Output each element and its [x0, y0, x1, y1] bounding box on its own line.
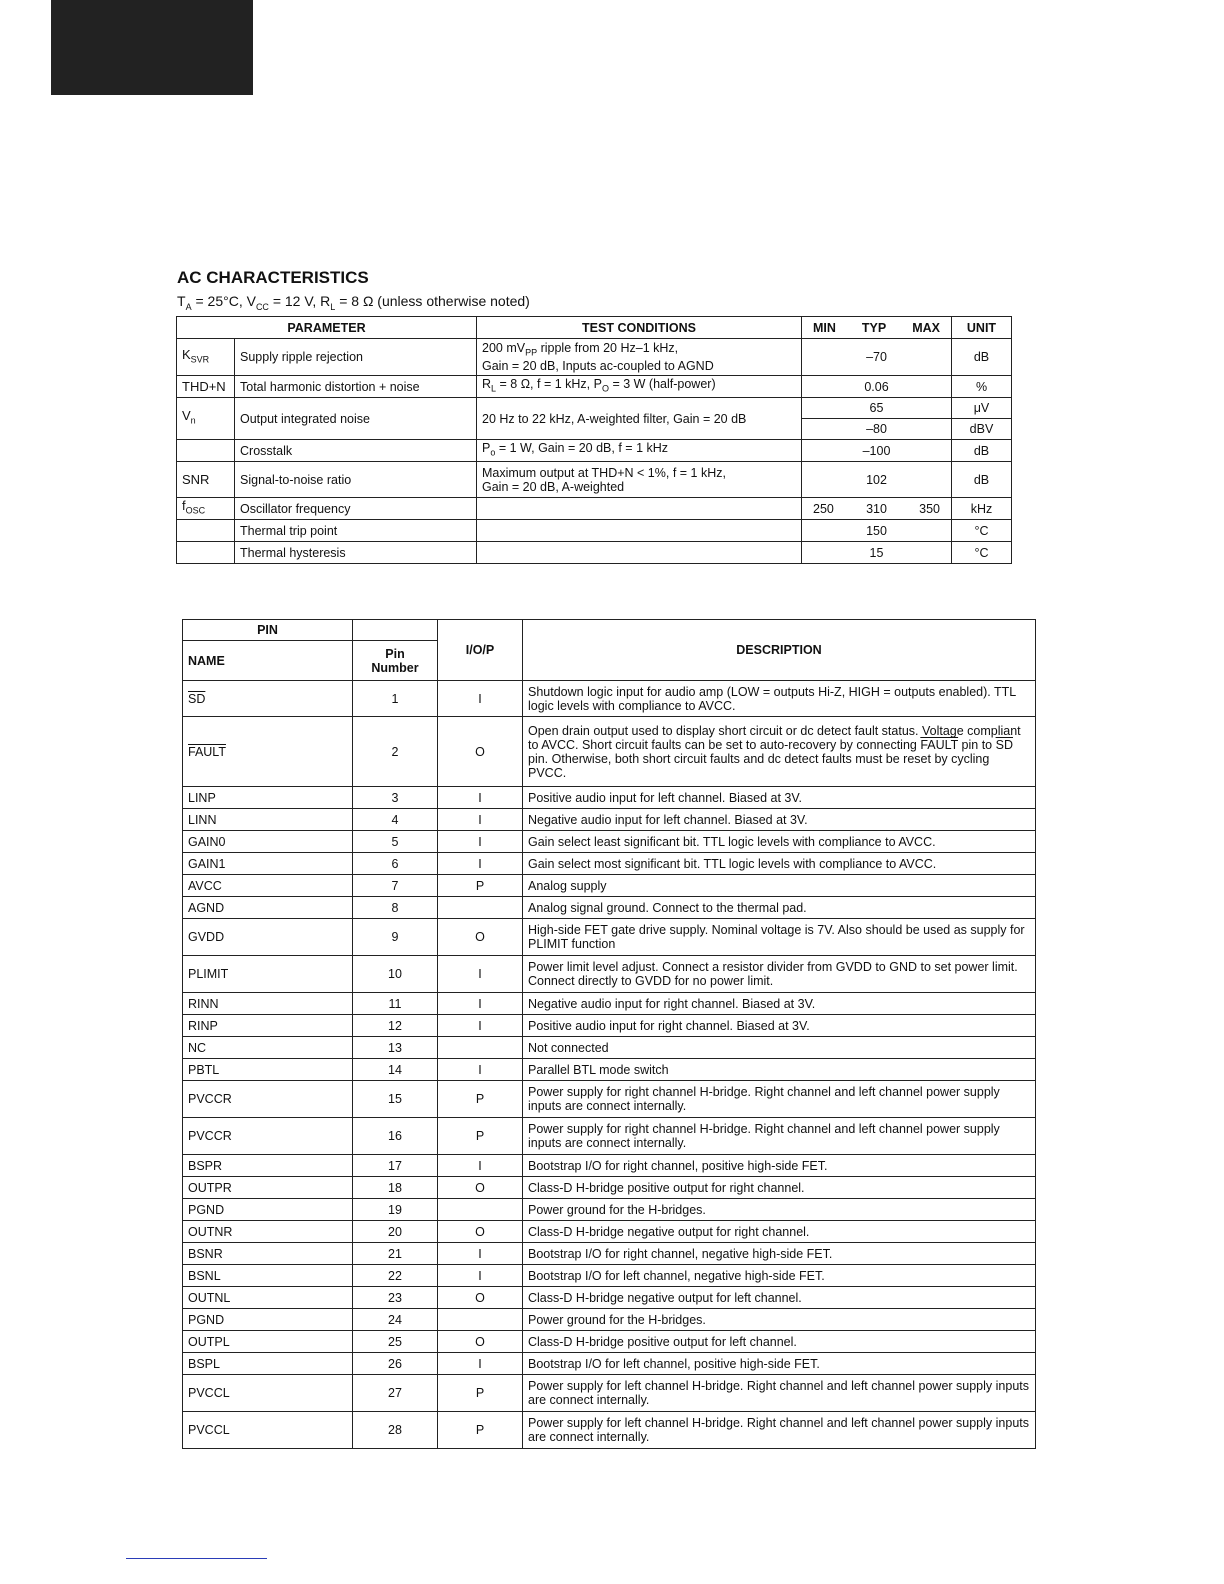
ac-condition: [477, 498, 802, 520]
ac-values: 150: [802, 520, 952, 542]
header-pin-spacer: [353, 620, 438, 641]
pin-number: 11: [353, 993, 438, 1015]
pin-row: [183, 993, 1036, 1015]
ac-symbol: [177, 520, 235, 542]
pin-name: PBTL: [183, 1059, 353, 1081]
pin-number: 5: [353, 831, 438, 853]
header-description: DESCRIPTION: [523, 620, 1036, 681]
pin-row: [183, 1199, 1036, 1221]
pin-io-type: O: [438, 717, 523, 787]
pin-io-type: O: [438, 1287, 523, 1309]
pin-name: PVCCL: [183, 1375, 353, 1412]
pin-row: [183, 875, 1036, 897]
pin-io-type: [438, 1199, 523, 1221]
pin-name: AGND: [183, 897, 353, 919]
pin-name: GAIN0: [183, 831, 353, 853]
pin-description: Bootstrap I/O for right channel, positive high-side FET.: [523, 1155, 1036, 1177]
ac-parameter: Output integrated noise: [235, 398, 477, 440]
pin-row: [183, 1412, 1036, 1449]
pin-description: Not connected: [523, 1037, 1036, 1059]
pin-io-type: I: [438, 831, 523, 853]
pin-row: [183, 1037, 1036, 1059]
pin-description: Power supply for left channel H-bridge. Right channel and left channel power supply inputs are connect internally.: [523, 1412, 1036, 1449]
pin-number: 24: [353, 1309, 438, 1331]
pin-name: BSPR: [183, 1155, 353, 1177]
pin-io-type: [438, 1309, 523, 1331]
header-io: I/O/P: [438, 620, 523, 681]
pin-io-type: [438, 1037, 523, 1059]
pin-description: Power supply for left channel H-bridge. Right channel and left channel power supply inputs are connect internally.: [523, 1375, 1036, 1412]
pin-name: OUTPL: [183, 1331, 353, 1353]
pin-io-type: I: [438, 1015, 523, 1037]
pin-row: [183, 1015, 1036, 1037]
pin-io-type: I: [438, 956, 523, 993]
pin-name: LINP: [183, 787, 353, 809]
header-pin-number: Pin Number: [353, 641, 438, 681]
ac-condition: 200 $mV_{PP}$ ripple from 20 Hz–1 kHz, Gain = 20 dB, Inputs ac-coupled to AGND: [477, 339, 802, 376]
pin-io-type: I: [438, 1265, 523, 1287]
header-pin: PIN: [183, 620, 353, 641]
pin-row: [183, 1081, 1036, 1118]
ac-condition: [477, 520, 802, 542]
pin-io-type: O: [438, 919, 523, 956]
ac-typ-value: –80: [802, 419, 952, 440]
pin-name: OUTNR: [183, 1221, 353, 1243]
ac-symbol: $K_{SVR}$: [177, 339, 235, 376]
pin-number: 15: [353, 1081, 438, 1118]
ac-unit: dBV: [952, 419, 1012, 440]
pin-row: [183, 1353, 1036, 1375]
ac-values: 0.06: [802, 376, 952, 398]
ac-unit: °C: [952, 542, 1012, 564]
pin-description: Analog signal ground. Connect to the thermal pad.: [523, 897, 1036, 919]
ac-row: [177, 542, 1012, 564]
ac-values: –70: [802, 339, 952, 376]
pin-name: PVCCR: [183, 1081, 353, 1118]
pin-row: [183, 1155, 1036, 1177]
footer-rule: [126, 1558, 267, 1559]
pin-io-type: I: [438, 1155, 523, 1177]
pin-description: Class-D H-bridge negative output for right channel.: [523, 1221, 1036, 1243]
header-unit: UNIT: [952, 317, 1012, 339]
ac-parameter: Thermal trip point: [235, 520, 477, 542]
pin-io-type: P: [438, 1412, 523, 1449]
ac-values: 102: [802, 462, 952, 498]
pin-name: OUTPR: [183, 1177, 353, 1199]
pin-number: 10: [353, 956, 438, 993]
pin-name: BSNR: [183, 1243, 353, 1265]
pin-io-type: O: [438, 1221, 523, 1243]
pin-number: 8: [353, 897, 438, 919]
pin-name: GAIN1: [183, 853, 353, 875]
pin-description: Gain select least significant bit. TTL logic levels with compliance to AVCC.: [523, 831, 1036, 853]
ac-parameter: Crosstalk: [235, 440, 477, 462]
pin-number: 14: [353, 1059, 438, 1081]
ac-header-row: [177, 317, 1012, 339]
pin-name: PGND: [183, 1199, 353, 1221]
pin-number: 13: [353, 1037, 438, 1059]
pin-number: 19: [353, 1199, 438, 1221]
ac-unit: %: [952, 376, 1012, 398]
pin-description: Negative audio input for right channel. Biased at 3V.: [523, 993, 1036, 1015]
pin-io-type: [438, 897, 523, 919]
pin-number: 7: [353, 875, 438, 897]
ac-parameter: Total harmonic distortion + noise: [235, 376, 477, 398]
pin-number: 3: [353, 787, 438, 809]
ac-condition: $R_L = 8$ Ω, f = 1 kHz, $P_O = 3$ W (half-power): [477, 376, 802, 398]
pin-description: Class-D H-bridge positive output for left channel.: [523, 1331, 1036, 1353]
pin-io-type: I: [438, 1243, 523, 1265]
pin-io-type: P: [438, 1118, 523, 1155]
pin-row: [183, 853, 1036, 875]
ac-symbol: [177, 542, 235, 564]
ac-row: [177, 498, 1012, 520]
pin-row: [183, 1309, 1036, 1331]
pin-name: RINN: [183, 993, 353, 1015]
ac-symbol: $f_{OSC}$: [177, 498, 235, 520]
pin-io-type: I: [438, 1353, 523, 1375]
pin-name: GVDD: [183, 919, 353, 956]
ac-unit: dB: [952, 462, 1012, 498]
pin-row: [183, 787, 1036, 809]
pin-row: [183, 919, 1036, 956]
pin-number: 12: [353, 1015, 438, 1037]
header-test-conditions: TEST CONDITIONS: [477, 317, 802, 339]
ac-symbol: THD+N: [177, 376, 235, 398]
ac-parameter: Thermal hysteresis: [235, 542, 477, 564]
ac-parameter: Oscillator frequency: [235, 498, 477, 520]
header-name: NAME: [183, 641, 353, 681]
ac-row: [177, 520, 1012, 542]
pin-row: [183, 809, 1036, 831]
pin-io-type: P: [438, 1375, 523, 1412]
ac-symbol: [177, 440, 235, 462]
ac-row: [177, 398, 1012, 419]
pin-description: Positive audio input for right channel. Biased at 3V.: [523, 1015, 1036, 1037]
ac-test-conditions-note: $T_A = 25^\circ C$, $V_{CC} = 12$ V, $R_L = 8$ Ω (unless otherwise noted): [177, 293, 530, 312]
pin-name: BSNL: [183, 1265, 353, 1287]
pin-description: Power supply for right channel H-bridge. Right channel and left channel power supply inputs are connect internally.: [523, 1118, 1036, 1155]
pin-description: Parallel BTL mode switch: [523, 1059, 1036, 1081]
ac-parameter: Signal-to-noise ratio: [235, 462, 477, 498]
ac-parameter: Supply ripple rejection: [235, 339, 477, 376]
pin-description: Shutdown logic input for audio amp (LOW = outputs Hi-Z, HIGH = outputs enabled). TTL logic levels with compliance to AVCC.: [523, 681, 1036, 717]
pin-number: 20: [353, 1221, 438, 1243]
pin-name: OUTNL: [183, 1287, 353, 1309]
pin-row: [183, 897, 1036, 919]
pin-number: 1: [353, 681, 438, 717]
ac-condition: [477, 542, 802, 564]
pin-number: 21: [353, 1243, 438, 1265]
pin-description: Bootstrap I/O for left channel, negative high-side FET.: [523, 1265, 1036, 1287]
pin-row: [183, 717, 1036, 787]
pin-name: FAULT: [183, 717, 353, 787]
pin-io-type: I: [438, 853, 523, 875]
pin-io-type: P: [438, 875, 523, 897]
pin-row: [183, 956, 1036, 993]
pin-description: Bootstrap I/O for right channel, negative high-side FET.: [523, 1243, 1036, 1265]
header-min-typ-max: MIN TYP MAX: [802, 317, 952, 339]
pin-row: [183, 1287, 1036, 1309]
ac-unit: dB: [952, 339, 1012, 376]
pin-io-type: O: [438, 1331, 523, 1353]
pin-io-type: I: [438, 993, 523, 1015]
pin-row: [183, 831, 1036, 853]
pin-row: [183, 1177, 1036, 1199]
pin-description: High-side FET gate drive supply. Nominal voltage is 7V. Also should be used as supply for PLIMIT function: [523, 919, 1036, 956]
pin-name: AVCC: [183, 875, 353, 897]
ac-characteristics-table: [176, 316, 1012, 564]
pin-description: Power limit level adjust. Connect a resistor divider from GVDD to GND to set power limit. Connect directly to GVDD for no power limit.: [523, 956, 1036, 993]
pin-name: NC: [183, 1037, 353, 1059]
ac-row: [177, 339, 1012, 376]
pin-number: 26: [353, 1353, 438, 1375]
pin-number: 16: [353, 1118, 438, 1155]
ac-row: [177, 376, 1012, 398]
pin-io-type: I: [438, 1059, 523, 1081]
pin-row: [183, 1059, 1036, 1081]
ac-row: [177, 440, 1012, 462]
ac-row: [177, 462, 1012, 498]
pin-number: 17: [353, 1155, 438, 1177]
pin-name: PLIMIT: [183, 956, 353, 993]
pin-number: 23: [353, 1287, 438, 1309]
pin-name: PGND: [183, 1309, 353, 1331]
ac-values: 250 310 350: [802, 498, 952, 520]
pin-number: 6: [353, 853, 438, 875]
ac-unit: μV: [952, 398, 1012, 419]
pin-io-type: I: [438, 681, 523, 717]
pin-row: [183, 1375, 1036, 1412]
pin-description: Power supply for right channel H-bridge. Right channel and left channel power supply inputs are connect internally.: [523, 1081, 1036, 1118]
pin-name: RINP: [183, 1015, 353, 1037]
ac-characteristics-title: AC CHARACTERISTICS: [177, 268, 369, 287]
pin-io-type: I: [438, 809, 523, 831]
pin-description: Class-D H-bridge positive output for right channel.: [523, 1177, 1036, 1199]
ac-unit: °C: [952, 520, 1012, 542]
pin-row: [183, 1331, 1036, 1353]
pin-row: [183, 1265, 1036, 1287]
pin-description: Analog supply: [523, 875, 1036, 897]
ac-values: –100: [802, 440, 952, 462]
ac-condition: $P_o = 1$ W, Gain = 20 dB, f = 1 kHz: [477, 440, 802, 462]
pin-number: 27: [353, 1375, 438, 1412]
ac-values: 15: [802, 542, 952, 564]
pin-number: 2: [353, 717, 438, 787]
pin-header-row: [183, 620, 1036, 641]
pin-row: [183, 1243, 1036, 1265]
pin-description: Bootstrap I/O for left channel, positive high-side FET.: [523, 1353, 1036, 1375]
pin-number: 28: [353, 1412, 438, 1449]
ac-condition: Maximum output at THD+N < 1%, f = 1 kHz, Gain = 20 dB, A-weighted: [477, 462, 802, 498]
ac-symbol: SNR: [177, 462, 235, 498]
pin-description: Gain select most significant bit. TTL logic levels with compliance to AVCC.: [523, 853, 1036, 875]
pin-name: BSPL: [183, 1353, 353, 1375]
pin-row: [183, 1221, 1036, 1243]
pin-description: Open drain output used to display short circuit or dc detect fault status. Voltage compliant to AVCC. Short circuit faults can be set to auto-recovery by connecting FAULT pin to $\overline{SD}$ pin. Otherwise, both short circuit faults and dc detect faults must be reset by cycling PVCC.: [523, 717, 1036, 787]
pin-number: 18: [353, 1177, 438, 1199]
header-black-block: [51, 0, 253, 95]
pin-description: Negative audio input for left channel. Biased at 3V.: [523, 809, 1036, 831]
ac-condition: 20 Hz to 22 kHz, A-weighted filter, Gain = 20 dB: [477, 398, 802, 440]
pin-name: $\overline{SD}$: [183, 681, 353, 717]
pin-number: 9: [353, 919, 438, 956]
ac-symbol: $V_n$: [177, 398, 235, 440]
pin-io-type: I: [438, 787, 523, 809]
pin-io-type: P: [438, 1081, 523, 1118]
pin-name: LINN: [183, 809, 353, 831]
pin-name: PVCCR: [183, 1118, 353, 1155]
ac-unit: kHz: [952, 498, 1012, 520]
pin-description: Power ground for the H-bridges.: [523, 1309, 1036, 1331]
pin-functions-table: [182, 619, 1036, 1449]
pin-row: [183, 681, 1036, 717]
pin-name: PVCCL: [183, 1412, 353, 1449]
pin-description: Positive audio input for left channel. Biased at 3V.: [523, 787, 1036, 809]
pin-number: 25: [353, 1331, 438, 1353]
pin-description: Class-D H-bridge negative output for left channel.: [523, 1287, 1036, 1309]
pin-io-type: O: [438, 1177, 523, 1199]
header-parameter: PARAMETER: [177, 317, 477, 339]
pin-row: [183, 1118, 1036, 1155]
pin-description: Power ground for the H-bridges.: [523, 1199, 1036, 1221]
pin-number: 4: [353, 809, 438, 831]
pin-number: 22: [353, 1265, 438, 1287]
ac-typ-value: 65: [802, 398, 952, 419]
ac-unit: dB: [952, 440, 1012, 462]
